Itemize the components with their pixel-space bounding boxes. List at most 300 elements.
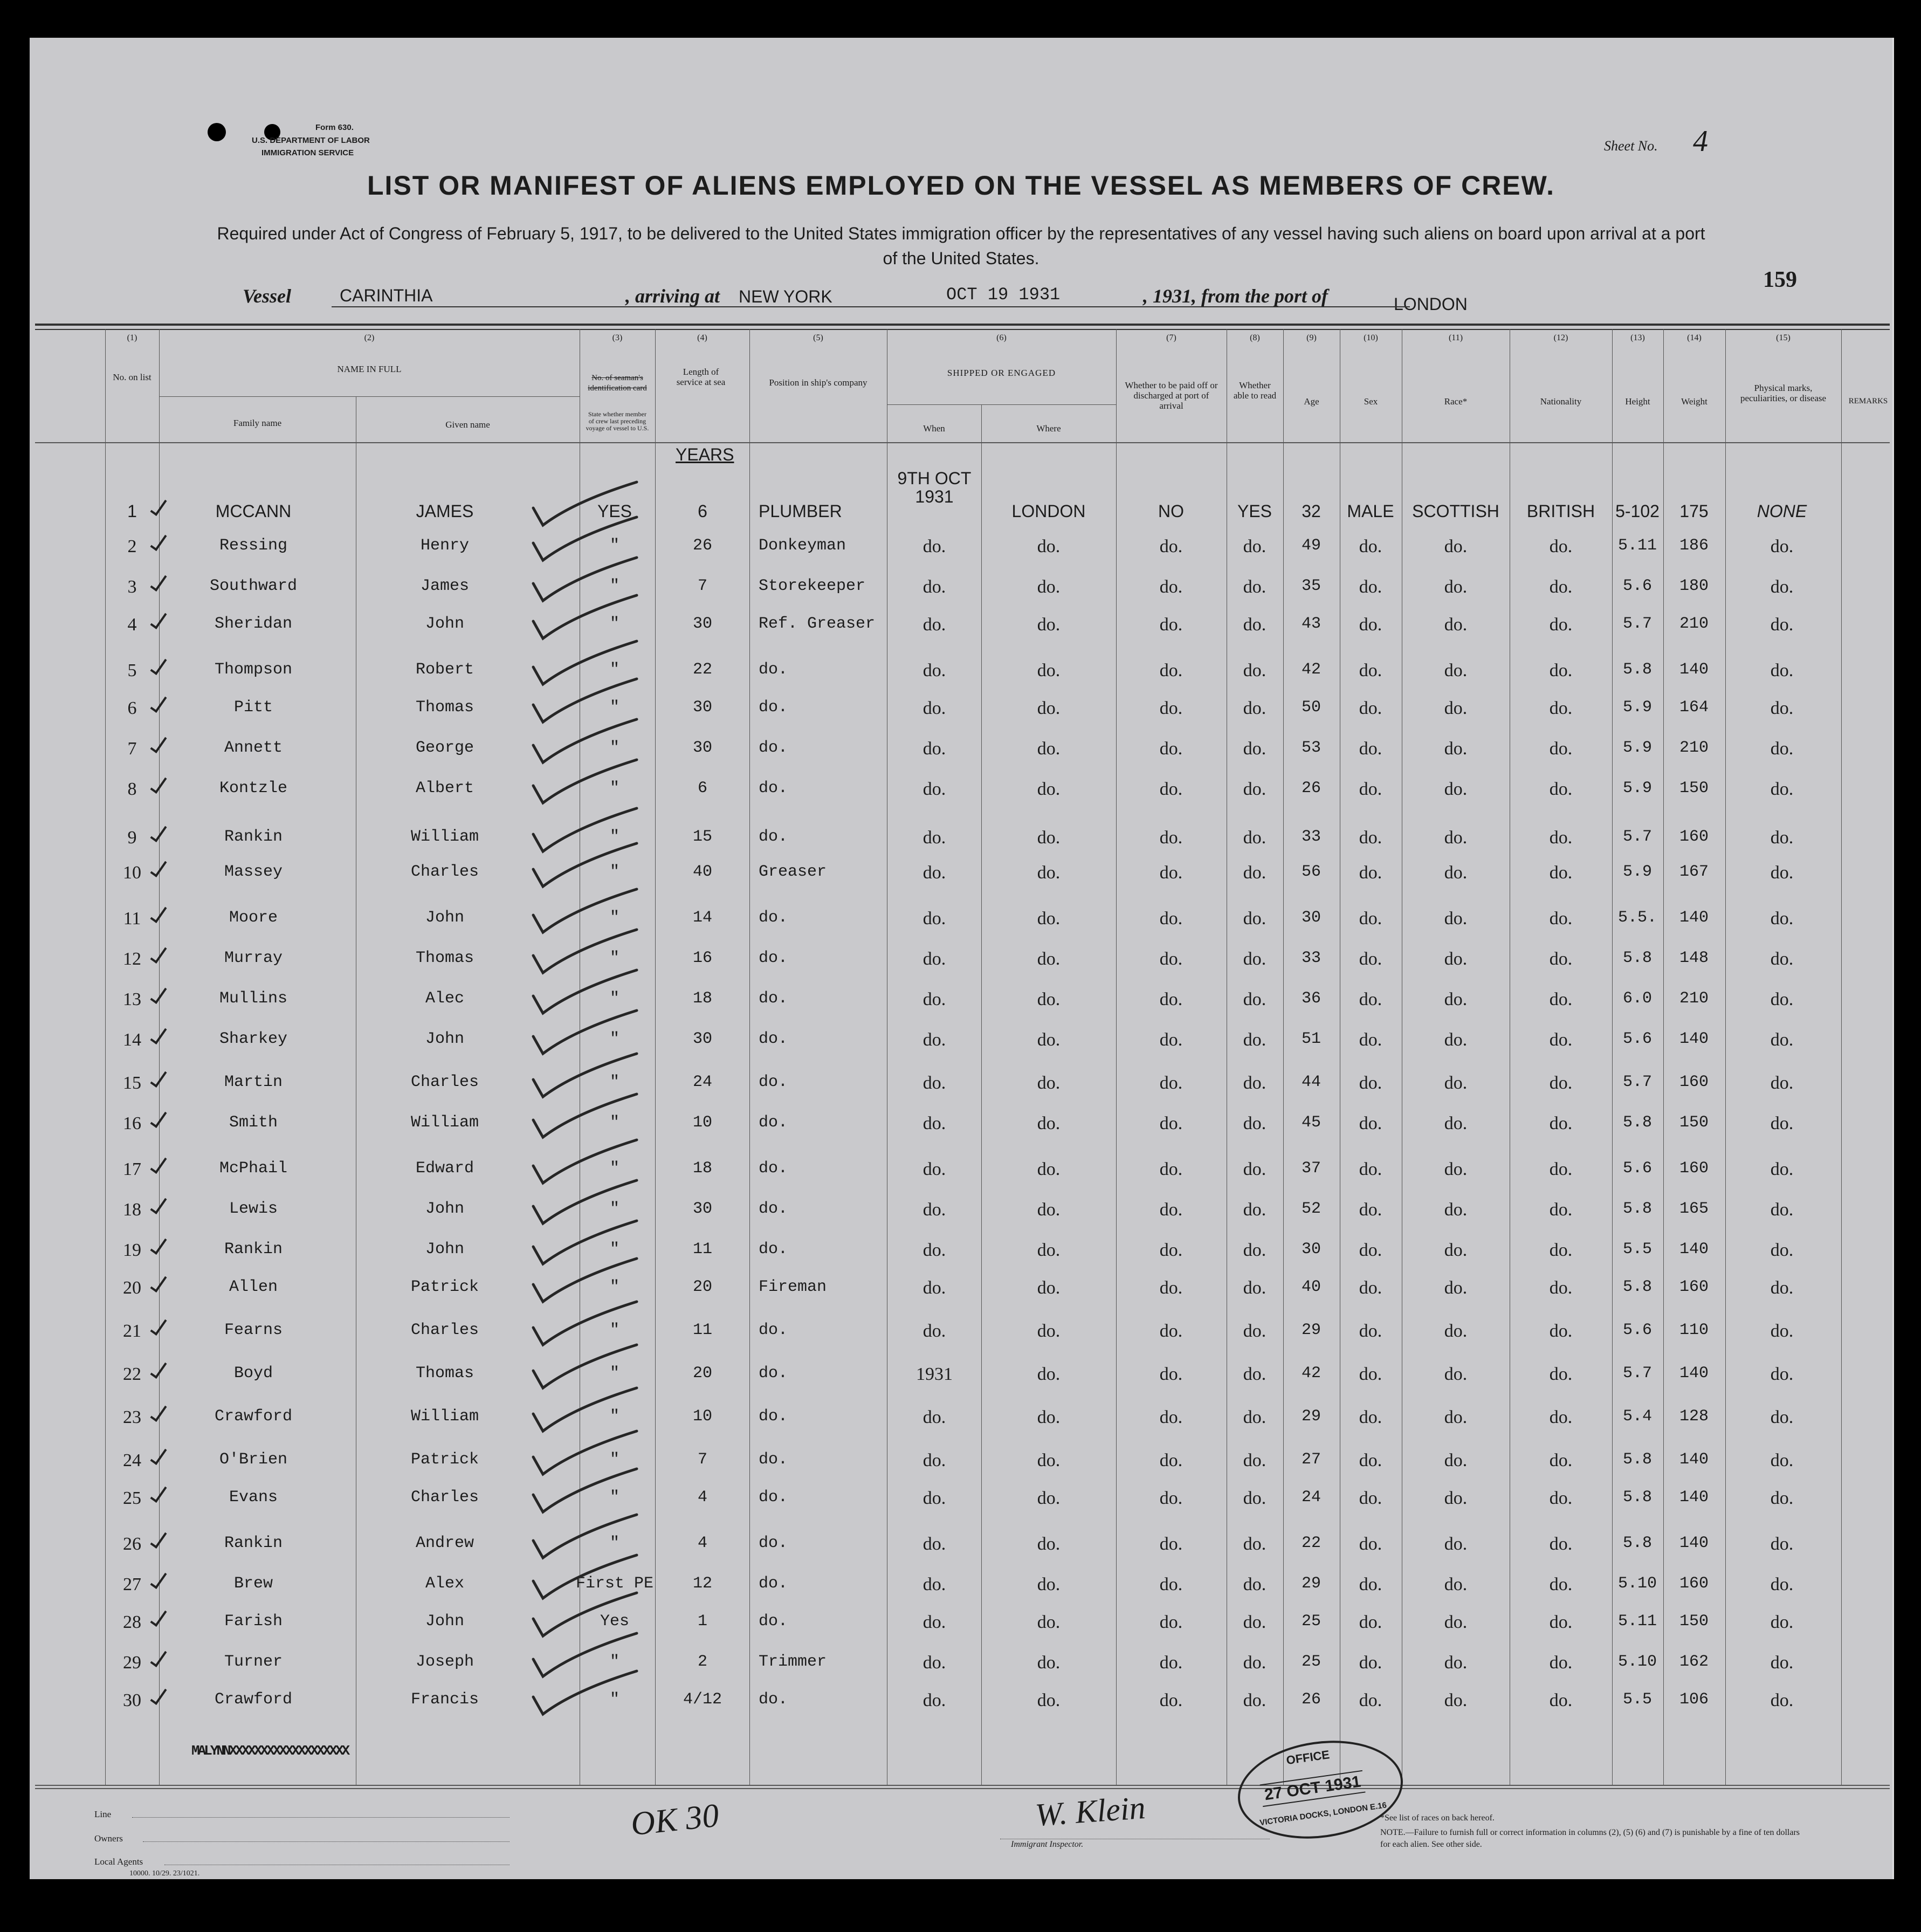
family-name-cell: Evans (229, 1488, 278, 1507)
shipped-where-cell: do. (1037, 1407, 1061, 1427)
weight-cell: 140 (1679, 1534, 1709, 1552)
family-name-cell: Crawford (214, 1690, 293, 1709)
length-of-service-cell: 4/12 (683, 1690, 722, 1709)
length-of-service-cell: 20 (692, 1278, 713, 1296)
previous-voyage-cell: " (609, 1030, 620, 1048)
age-cell: 25 (1301, 1612, 1321, 1631)
family-name-cell: Martin (224, 1073, 283, 1091)
check-mark-icon (531, 1669, 639, 1720)
sex-cell: do. (1359, 1030, 1382, 1050)
row-number-cell: 8 (127, 779, 137, 799)
inspector-label: Immigrant Inspector. (1011, 1840, 1084, 1849)
able-to-read-cell: do. (1243, 779, 1266, 799)
table-bottom-rule (35, 1788, 1890, 1789)
family-name-cell: Moore (229, 909, 278, 927)
able-to-read-cell: do. (1243, 1073, 1266, 1093)
race-cell: do. (1444, 949, 1468, 969)
header-when: When (923, 423, 945, 434)
able-to-read-cell: do. (1243, 1488, 1266, 1508)
previous-voyage-cell: " (609, 537, 620, 555)
age-cell: 49 (1301, 537, 1321, 555)
physical-marks-cell: do. (1770, 989, 1794, 1009)
able-to-read-cell: do. (1243, 909, 1266, 929)
check-mark-icon (531, 1467, 639, 1518)
height-cell: 5.8 (1622, 1113, 1653, 1132)
shipped-where-cell: do. (1037, 1200, 1061, 1220)
given-name-cell: George (415, 739, 474, 757)
column-divider (1663, 329, 1664, 1785)
age-cell: 43 (1301, 615, 1321, 633)
position-cell: Storekeeper (759, 577, 866, 595)
row-number-cell: 11 (123, 909, 141, 929)
physical-marks-cell: do. (1770, 1488, 1794, 1508)
height-cell: 5.6 (1622, 1159, 1653, 1178)
shipped-where-cell: do. (1037, 1073, 1061, 1093)
previous-voyage-cell: " (609, 615, 620, 633)
given-name-cell: Patrick (410, 1450, 479, 1469)
height-cell: 5.11 (1617, 1612, 1657, 1631)
check-mark-icon (150, 693, 167, 713)
sex-cell: do. (1359, 615, 1382, 635)
physical-marks-cell: do. (1770, 1278, 1794, 1298)
able-to-read-cell: do. (1243, 828, 1266, 848)
footer-line-label: Line (94, 1809, 112, 1819)
weight-cell: 160 (1679, 1575, 1709, 1593)
able-to-read-cell: do. (1243, 577, 1266, 597)
shipped-when-cell: do. (922, 863, 946, 883)
sex-cell: do. (1359, 739, 1382, 759)
manifest-sheet (30, 38, 1894, 1879)
able-to-read-cell: do. (1243, 739, 1266, 759)
height-cell: 5-102 (1615, 501, 1660, 521)
able-to-read-cell: YES (1237, 501, 1272, 521)
paid-off-cell: do. (1159, 739, 1183, 759)
physical-marks-cell: NONE (1757, 501, 1807, 521)
age-cell: 56 (1301, 863, 1321, 881)
col-3-number: (3) (612, 333, 623, 342)
nationality-cell: do. (1549, 828, 1573, 848)
physical-marks-cell: do. (1770, 828, 1794, 848)
length-of-service-cell: 7 (697, 577, 708, 595)
nationality-cell: do. (1549, 1488, 1573, 1508)
check-mark-icon (150, 1316, 167, 1336)
col-11-number: (11) (1448, 333, 1463, 342)
shipped-when-cell: do. (922, 1575, 946, 1594)
family-name-cell: Rankin (224, 1240, 283, 1259)
nationality-cell: BRITISH (1526, 501, 1595, 521)
arriving-port: NEW YORK (739, 287, 832, 306)
given-name-cell: Charles (410, 1488, 479, 1507)
nationality-cell: do. (1549, 1321, 1573, 1341)
physical-marks-cell: do. (1770, 1575, 1794, 1594)
length-of-service-cell: 30 (692, 698, 713, 717)
length-of-service-cell: 10 (692, 1113, 713, 1132)
able-to-read-cell: do. (1243, 1575, 1266, 1594)
family-name-cell: Sharkey (219, 1030, 288, 1048)
paid-off-cell: do. (1159, 698, 1183, 718)
position-cell: do. (759, 1575, 788, 1593)
previous-voyage-cell: " (609, 577, 620, 595)
nationality-cell: do. (1549, 949, 1573, 969)
previous-voyage-cell: " (609, 779, 620, 797)
position-cell: do. (759, 1488, 788, 1507)
row-number-cell: 6 (127, 698, 137, 718)
previous-voyage-cell: " (609, 989, 620, 1008)
weight-cell: 160 (1679, 1073, 1709, 1091)
height-cell: 5.8 (1622, 1534, 1653, 1552)
race-cell: do. (1444, 1488, 1468, 1508)
paid-off-cell: do. (1159, 1278, 1183, 1298)
paid-off-cell: do. (1159, 949, 1183, 969)
able-to-read-cell: do. (1243, 1278, 1266, 1298)
check-mark-icon (150, 823, 167, 842)
weight-cell: 140 (1679, 1488, 1709, 1507)
age-cell: 29 (1301, 1575, 1321, 1593)
age-cell: 24 (1301, 1488, 1321, 1507)
header-age: Age (1304, 396, 1319, 407)
sex-cell: do. (1359, 1321, 1382, 1341)
family-name-cell: O'Brien (219, 1450, 288, 1469)
given-name-cell: Charles (410, 1073, 479, 1091)
position-cell: do. (759, 739, 788, 757)
given-name-cell: Robert (415, 661, 474, 679)
shipped-where-cell: do. (1037, 1240, 1061, 1260)
sex-cell: do. (1359, 1240, 1382, 1260)
position-cell: Donkeyman (759, 537, 846, 555)
column-divider (1725, 329, 1726, 1785)
position-cell: do. (759, 779, 788, 797)
col-7-number: (7) (1166, 333, 1176, 342)
race-cell: do. (1444, 828, 1468, 848)
age-cell: 25 (1301, 1653, 1321, 1671)
paid-off-cell: do. (1159, 537, 1183, 556)
header-name-in-full: NAME IN FULL (337, 364, 402, 374)
physical-marks-cell: do. (1770, 1653, 1794, 1673)
shipped-where-cell: do. (1037, 537, 1061, 556)
column-divider (1283, 329, 1284, 1785)
height-cell: 5.5 (1622, 1690, 1653, 1709)
height-cell: 5.8 (1622, 661, 1653, 679)
row-number-cell: 15 (123, 1073, 141, 1093)
length-of-service-cell: 16 (692, 949, 713, 967)
row-number-cell: 1 (127, 501, 137, 521)
given-name-cell: Albert (415, 779, 474, 797)
row-number-cell: 26 (123, 1534, 141, 1554)
footer-agents-label: Local Agents (94, 1857, 143, 1867)
age-cell: 32 (1302, 501, 1321, 521)
vessel-name: CARINTHIA (340, 286, 433, 305)
weight-cell: 165 (1679, 1200, 1709, 1218)
height-cell: 5.4 (1622, 1407, 1653, 1426)
height-cell: 5.9 (1622, 779, 1653, 797)
row-number-cell: 24 (123, 1450, 141, 1470)
length-of-service-cell: 22 (692, 661, 713, 679)
paid-off-cell: do. (1159, 863, 1183, 883)
paid-off-cell: do. (1159, 1113, 1183, 1133)
column-divider (981, 404, 982, 1785)
form-header-dot (208, 123, 226, 141)
header-given-name: Given name (445, 420, 490, 430)
family-name-cell: Rankin (224, 1534, 283, 1552)
paid-off-cell: do. (1159, 615, 1183, 635)
family-name-cell: Mullins (219, 989, 288, 1008)
shipped-where-cell: do. (1037, 909, 1061, 929)
nationality-cell: do. (1549, 1159, 1573, 1179)
shipped-when-cell: do. (922, 1240, 946, 1260)
given-name-cell: Edward (415, 1159, 474, 1178)
previous-voyage-cell: " (609, 1278, 620, 1296)
nationality-cell: do. (1549, 1113, 1573, 1133)
check-mark-icon (150, 572, 167, 592)
given-name-cell: Thomas (415, 949, 474, 967)
age-cell: 30 (1301, 909, 1321, 927)
header-id-card-struck: No. of seaman's identification card (588, 374, 647, 393)
family-name-cell: McPhail (219, 1159, 288, 1178)
shipped-when-cell: do. (922, 909, 946, 929)
check-mark-icon (150, 497, 167, 516)
age-cell: 42 (1301, 1364, 1321, 1383)
form-service: IMMIGRATION SERVICE (261, 148, 354, 157)
from-port: LONDON (1394, 294, 1468, 314)
check-mark-icon (150, 1446, 167, 1465)
height-cell: 5.10 (1617, 1653, 1657, 1671)
weight-cell: 160 (1679, 1278, 1709, 1296)
given-name-cell: Joseph (415, 1653, 474, 1671)
height-cell: 5.8 (1622, 1450, 1653, 1469)
age-cell: 33 (1301, 828, 1321, 846)
shipped-where-cell: do. (1037, 1653, 1061, 1673)
age-cell: 29 (1301, 1321, 1321, 1339)
weight-cell: 110 (1679, 1321, 1709, 1339)
race-cell: do. (1444, 1450, 1468, 1470)
check-mark-icon (150, 1570, 167, 1589)
sex-cell: do. (1359, 989, 1382, 1009)
header-weight: Weight (1681, 396, 1707, 407)
physical-marks-cell: do. (1770, 577, 1794, 597)
sex-cell: do. (1359, 1113, 1382, 1133)
able-to-read-cell: do. (1243, 863, 1266, 883)
check-mark-icon (150, 610, 167, 629)
length-of-service-cell: 30 (692, 739, 713, 757)
previous-voyage-cell: Yes (600, 1612, 630, 1631)
check-mark-icon (150, 944, 167, 964)
nationality-cell: do. (1549, 698, 1573, 718)
paid-off-cell: do. (1159, 577, 1183, 597)
check-mark-icon (150, 1483, 167, 1503)
position-cell: do. (759, 1534, 788, 1552)
height-cell: 5.7 (1622, 1073, 1653, 1091)
given-name-cell: Thomas (415, 1364, 474, 1383)
length-of-service-cell: 18 (692, 1159, 713, 1178)
shipped-when-cell: 1931 (916, 1364, 953, 1384)
paid-off-cell: do. (1159, 1200, 1183, 1220)
shipped-where-cell: do. (1037, 863, 1061, 883)
check-mark-icon (531, 758, 639, 809)
age-cell: 30 (1301, 1240, 1321, 1259)
previous-voyage-cell: " (609, 909, 620, 927)
paid-off-cell: do. (1159, 1612, 1183, 1632)
weight-cell: 175 (1679, 501, 1709, 521)
sex-cell: MALE (1347, 501, 1394, 521)
able-to-read-cell: do. (1243, 537, 1266, 556)
able-to-read-cell: do. (1243, 698, 1266, 718)
paid-off-cell: do. (1159, 779, 1183, 799)
shipped-when-cell: do. (922, 1200, 946, 1220)
length-of-service-cell: 10 (692, 1407, 713, 1426)
header-previous-voyage: State whether member of crew last preceding voyage of vessel to U.S. (586, 410, 649, 432)
family-name-cell: Rankin (224, 828, 283, 846)
column-divider (105, 329, 106, 1785)
height-cell: 5.7 (1622, 828, 1653, 846)
family-name-cell: Boyd (233, 1364, 273, 1383)
shipped-where-cell: do. (1037, 1690, 1061, 1710)
race-cell: do. (1444, 863, 1468, 883)
nationality-cell: do. (1549, 863, 1573, 883)
previous-voyage-cell: " (609, 739, 620, 757)
position-cell: do. (759, 1450, 788, 1469)
row-number-cell: 3 (127, 577, 137, 597)
previous-voyage-cell: " (609, 863, 620, 881)
nationality-cell: do. (1549, 1653, 1573, 1673)
previous-voyage-cell: " (609, 1159, 620, 1178)
physical-marks-cell: do. (1770, 1073, 1794, 1093)
previous-voyage-cell: " (609, 1407, 620, 1426)
length-of-service-cell: 30 (692, 615, 713, 633)
col-13-number: (13) (1630, 333, 1645, 342)
nationality-cell: do. (1549, 1612, 1573, 1632)
age-cell: 45 (1301, 1113, 1321, 1132)
position-cell: do. (759, 1113, 788, 1132)
given-name-cell: Francis (410, 1690, 479, 1709)
height-cell: 5.6 (1622, 577, 1653, 595)
paid-off-cell: do. (1159, 1534, 1183, 1554)
length-of-service-cell: 40 (692, 863, 713, 881)
col-9-number: (9) (1306, 333, 1317, 342)
paid-off-cell: do. (1159, 1450, 1183, 1470)
given-name-cell: James (420, 577, 470, 595)
able-to-read-cell: do. (1243, 615, 1266, 635)
check-mark-icon (150, 1686, 167, 1705)
length-of-service-cell: 4 (697, 1534, 708, 1552)
age-cell: 50 (1301, 698, 1321, 717)
height-cell: 5.6 (1622, 1321, 1653, 1339)
weight-cell: 162 (1679, 1653, 1709, 1671)
sex-cell: do. (1359, 949, 1382, 969)
paid-off-cell: do. (1159, 1407, 1183, 1427)
sex-cell: do. (1359, 779, 1382, 799)
nationality-cell: do. (1549, 1690, 1573, 1710)
header-length-of-service: Length of service at sea (676, 367, 726, 387)
shipped-where-cell: do. (1037, 1159, 1061, 1179)
shipped-header-rule (887, 404, 1116, 405)
paid-off-cell: do. (1159, 1321, 1183, 1341)
paid-off-cell: do. (1159, 1690, 1183, 1710)
penalty-note: NOTE.—Failure to furnish full or correct information in columns (2), (5) (6) and (7) is punishable by a fine of ten dollars for each alien. See other side. (1380, 1828, 1800, 1849)
row-number-cell: 4 (127, 615, 137, 635)
paid-off-cell: do. (1159, 1575, 1183, 1594)
family-name-cell: Lewis (229, 1200, 278, 1218)
shipped-where-cell: do. (1037, 1612, 1061, 1632)
position-cell: Fireman (759, 1278, 827, 1296)
header-height: Height (1625, 396, 1650, 407)
col-15-number: (15) (1776, 333, 1791, 342)
family-name-cell: Brew (233, 1575, 273, 1593)
previous-voyage-cell: " (609, 828, 620, 846)
check-mark-icon (531, 593, 639, 644)
sex-cell: do. (1359, 661, 1382, 680)
age-cell: 40 (1301, 1278, 1321, 1296)
sex-cell: do. (1359, 1278, 1382, 1298)
race-cell: do. (1444, 989, 1468, 1009)
length-of-service-cell: 26 (692, 537, 713, 555)
physical-marks-cell: do. (1770, 1407, 1794, 1427)
paid-off-cell: do. (1159, 989, 1183, 1009)
length-of-service-cell: 14 (692, 909, 713, 927)
header-nationality: Nationality (1540, 396, 1582, 407)
length-of-service-cell: 30 (692, 1200, 713, 1218)
shipped-when-cell: do. (922, 577, 946, 597)
header-sex: Sex (1364, 396, 1378, 407)
weight-cell: 210 (1679, 615, 1709, 633)
table-bottom-rule (35, 1785, 1890, 1786)
height-cell: 5.9 (1622, 739, 1653, 757)
race-cell: do. (1444, 1113, 1468, 1133)
nationality-cell: do. (1549, 1450, 1573, 1470)
family-name-cell: Pitt (233, 698, 273, 717)
row-number-cell: 20 (123, 1278, 141, 1298)
able-to-read-cell: do. (1243, 1407, 1266, 1427)
footer-owners-rule (143, 1841, 509, 1842)
race-cell: do. (1444, 1407, 1468, 1427)
form-department: U.S. DEPARTMENT OF LABOR (252, 136, 370, 145)
col-8-number: (8) (1250, 333, 1260, 342)
shipped-where-cell: do. (1037, 1364, 1061, 1384)
shipped-when-cell: do. (922, 1653, 946, 1673)
row-number-cell: 28 (123, 1612, 141, 1632)
length-of-service-cell: 18 (692, 989, 713, 1008)
shipped-when-cell: do. (922, 1073, 946, 1093)
position-cell: PLUMBER (759, 501, 842, 521)
family-name-cell: Turner (224, 1653, 283, 1671)
check-mark-icon (150, 1359, 167, 1379)
sex-cell: do. (1359, 863, 1382, 883)
length-of-service-cell: 30 (692, 1030, 713, 1048)
sex-cell: do. (1359, 1073, 1382, 1093)
family-name-cell: Farish (224, 1612, 283, 1631)
given-name-cell: William (410, 1113, 479, 1132)
able-to-read-cell: do. (1243, 1612, 1266, 1632)
race-cell: do. (1444, 1612, 1468, 1632)
row-number-cell: 16 (123, 1113, 141, 1133)
col-6-number: (6) (996, 333, 1007, 342)
shipped-when-cell: do. (922, 661, 946, 680)
length-of-service-cell: 1 (697, 1612, 708, 1631)
nationality-cell: do. (1549, 1030, 1573, 1050)
row-number-cell: 7 (127, 739, 137, 759)
vessel-label: Vessel (243, 285, 291, 307)
race-cell: do. (1444, 1278, 1468, 1298)
shipped-when-cell: do. (922, 1113, 946, 1133)
weight-cell: 148 (1679, 949, 1709, 967)
row-number-cell: 2 (127, 537, 137, 556)
previous-voyage-cell: " (609, 1364, 620, 1383)
sex-cell: do. (1359, 909, 1382, 929)
check-mark-icon (150, 734, 167, 753)
given-name-cell: John (425, 909, 465, 927)
physical-marks-cell: do. (1770, 698, 1794, 718)
able-to-read-cell: do. (1243, 1653, 1266, 1673)
shipped-where-cell: do. (1037, 1534, 1061, 1554)
